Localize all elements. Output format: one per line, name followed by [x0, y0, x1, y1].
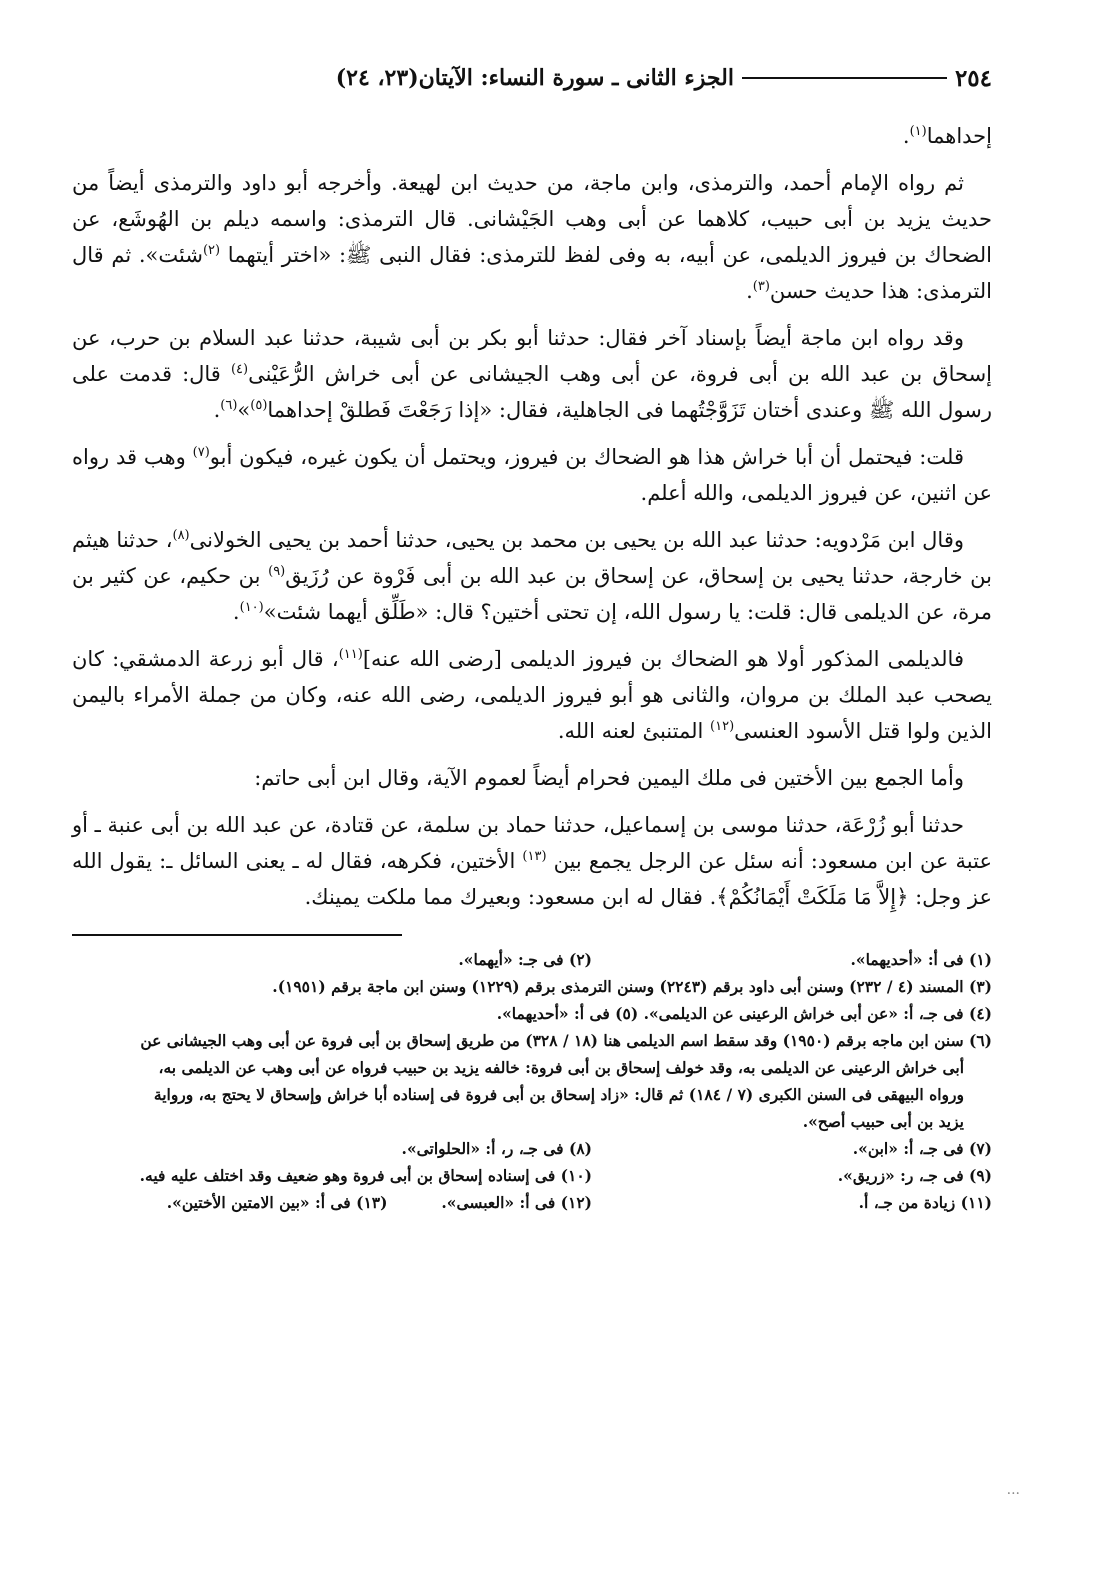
footnote-6-line: (٦) سنن ابن ماجه برقم (١٩٥٠) وقد سقط اسم الديلمى هنا (١٨ / ٣٢٨) من طريق إسحاق بن أبى فروة عن أبى وهب الجيشانى عن	[140, 1031, 992, 1050]
footnote-ref: (٧)	[192, 445, 210, 460]
footnote-2: (٢) فى جـ: «أيهما».	[458, 950, 592, 969]
header-rule	[742, 77, 947, 79]
footnotes	[72, 946, 992, 1216]
text-span: ثم رواه الإمام أحمد، والترمذى، وابن ماجة، من حديث ابن لهيعة. وأخرجه أبو داود والترمذى أيضاً من حديث يزيد بن أبى حبيب، كلاهما عن أبى وهب الجَيْشانى. قال الترمذى: واسمه ديلم بن الهُوشَع، عن الضحاك بن فيروز الديلمى، عن أبيه، به وفى لفظ للترمذى: فقال النبى ﷺ: «اختر أيتهما	[72, 171, 992, 267]
corner-dots: ...	[1006, 1482, 1020, 1498]
running-header	[72, 56, 992, 100]
text-span: وقد رواه ابن ماجة أيضاً بإسناد آخر فقال: حدثنا أبو بكر بن أبى شيبة، حدثنا عبد السلام بن حرب، عن إسحاق بن عبد الله بن أبى فروة، عن أبى وهب الجيشانى عن أبى خراش الرُّعَيْنى	[72, 326, 993, 386]
text-span: .	[746, 279, 753, 303]
text-span: قال: قدمت على رسول الله ﷺ وعندى أختان تَزَوَّجْتُهما فى الجاهلية، فقال: «إذا رَجَعْتَ فَطلقْ إحداهما	[72, 362, 992, 422]
paragraph-5	[72, 522, 992, 630]
paragraph-3	[72, 320, 992, 428]
text-span: المتنبئ لعنه الله.	[557, 719, 704, 743]
paragraph-1: إحداهما$^{(١)}$.	[902, 124, 992, 148]
footnote-10: (١٠) فى إسناده إسحاق بن أبى فروة وهو ضعيف وقد اختلف عليه فيه.	[139, 1166, 592, 1185]
page-number: ٢٥٤	[954, 64, 992, 92]
text-span: إحداهما	[926, 124, 992, 148]
footnote-row	[72, 1189, 992, 1216]
text-span: حدثنا أبو زُرْعَة، حدثنا موسى بن إسماعيل، حدثنا حماد بن سلمة، عن قتادة، عن عبد الله بن أبى عنبة ـ أو عتبة عن ابن مسعود: أنه سئل عن الرجل يجمع بين	[72, 813, 992, 873]
text-span: ، قال أبو زرعة الدمشقي: كان يصحب عبد الملك بن مروان، والثانى هو أبو فيروز الديلمى، رضى الله عنه، وكان من جملة الأمراء باليمن الذين ولوا قتل الأسود العنسى	[72, 647, 992, 743]
footnote-ref: (١)	[909, 124, 927, 139]
text-span: وهب قد رواه عن اثنين، عن فيروز الديلمى، والله أعلم.	[72, 445, 992, 505]
main-text	[72, 118, 992, 915]
paragraph-8	[72, 807, 992, 915]
text-span: وقال ابن مَرْدويه: حدثنا عبد الله بن يحيى بن محمد بن يحيى، حدثنا أحمد بن يحيى الخولانى	[189, 528, 965, 552]
footnote-8: (٨) فى جـ، ر، أ: «الحلواتى».	[401, 1139, 592, 1158]
footnote-ref: (٤)	[230, 362, 249, 377]
text-span: الأختين، فكرهه، فقال له ـ يعنى السائل ـ: يقول الله عز وجل: ﴿إِلاَّ مَا مَلَكَتْ أَيْمَانُكُمْ﴾. فقال له ابن مسعود: وبعيرك مما ملكت يمينك.	[72, 849, 992, 909]
footnote-7: (٧) فى جـ، أ: «ابن».	[852, 1139, 992, 1158]
footnote-12-13: (١٢) فى أ: «العبسى». (١٣) فى أ: «بين الامتين الأختين».	[166, 1193, 592, 1212]
footnote-ref: (١١)	[338, 647, 363, 662]
footnote-row	[72, 1162, 992, 1189]
paragraph-2	[72, 165, 992, 309]
footnote-ref: (٢)	[202, 243, 221, 258]
footnote-ref: (٩)	[268, 564, 286, 579]
footnote-3: (٣) المسند (٤ / ٢٣٢) وسنن أبى داود برقم (٢٢٤٣) وسنن الترمذى برقم (١٢٢٩) وسنن ابن ماجة برقم (١٩٥١).	[272, 977, 992, 996]
text-span: .	[232, 600, 240, 624]
text-span: .	[213, 398, 221, 422]
footnote-separator-wrap	[72, 926, 992, 946]
footnote-6	[72, 1027, 992, 1135]
paragraph-4	[72, 439, 992, 511]
footnote-6-line: ورواه البيهقى فى السنن الكبرى (٧ / ١٨٤) ثم قال: «زاد إسحاق بن أبى فروة فى إسناده أبا خراش وإسحاق لا يحتج به، ورواية	[153, 1085, 964, 1104]
footnote-ref: (١٠)	[239, 600, 264, 615]
footnote-ref: (١٢)	[710, 719, 735, 734]
text-span: شئت». ثم قال الترمذى: هذا حديث حسن	[72, 243, 992, 303]
footnote-ref: (٣)	[752, 279, 770, 294]
footnote-6-line: يزيد بن أبى حبيب أصح».	[802, 1112, 964, 1131]
footnote-ref: (١٣)	[522, 849, 547, 864]
text-span: قلت: فيحتمل أن أبا خراش هذا هو الضحاك بن فيروز، ويحتمل أن يكون غيره، فيكون أبو	[209, 445, 964, 469]
footnote-ref: (٥)	[250, 398, 268, 413]
footnote-ref: (٦)	[220, 398, 238, 413]
footnote-9: (٩) فى جـ، ر: «زريق».	[837, 1166, 992, 1185]
text-span: »	[237, 398, 251, 422]
footnote-4-5: (٤) فى جـ، أ: «عن أبى خراش الرعينى عن الديلمى». (٥) فى أ: «أحديهما».	[496, 1004, 992, 1023]
footnote-1: (١) فى أ: «أحديهما».	[850, 950, 992, 969]
footnote-row	[72, 1135, 992, 1162]
footnote-6-line: أبى خراش الرعينى عن الديلمى به، وقد خولف إسحاق بن أبى فروة: خالفه يزيد بن حبيب فرواه عن أبى وهب عن الديلمى به،	[158, 1058, 964, 1077]
document-page	[72, 56, 992, 1556]
paragraph-6	[72, 641, 992, 749]
footnote-separator	[72, 934, 402, 936]
text-span: فالديلمى المذكور أولا هو الضحاك بن فيروز الديلمى [رضى الله عنه]	[362, 647, 964, 671]
paragraph-7: وأما الجمع بين الأختين فى ملك اليمين فحرام أيضاً لعموم الآية، وقال ابن أبى حاتم:	[254, 766, 964, 790]
footnote-ref: (٨)	[172, 528, 190, 543]
running-title: الجزء الثانى ـ سورة النساء: الآيتان(٢٣، ٢٤)	[335, 65, 734, 91]
text-span: بن حكيم، عن كثير بن مرة، عن الديلمى قال: قلت: يا رسول الله، إن تحتى أختين؟ قال: «طَلِّق أيهما شئت»	[72, 564, 992, 624]
footnote-row	[72, 946, 992, 973]
text-span: ، حدثنا هيثم بن خارجة، حدثنا يحيى بن إسحاق، عن إسحاق بن عبد الله بن أبى فَرْوة عن رُزَيق	[72, 528, 992, 588]
footnote-11: (١١) زيادة من جـ، أ.	[858, 1193, 992, 1212]
